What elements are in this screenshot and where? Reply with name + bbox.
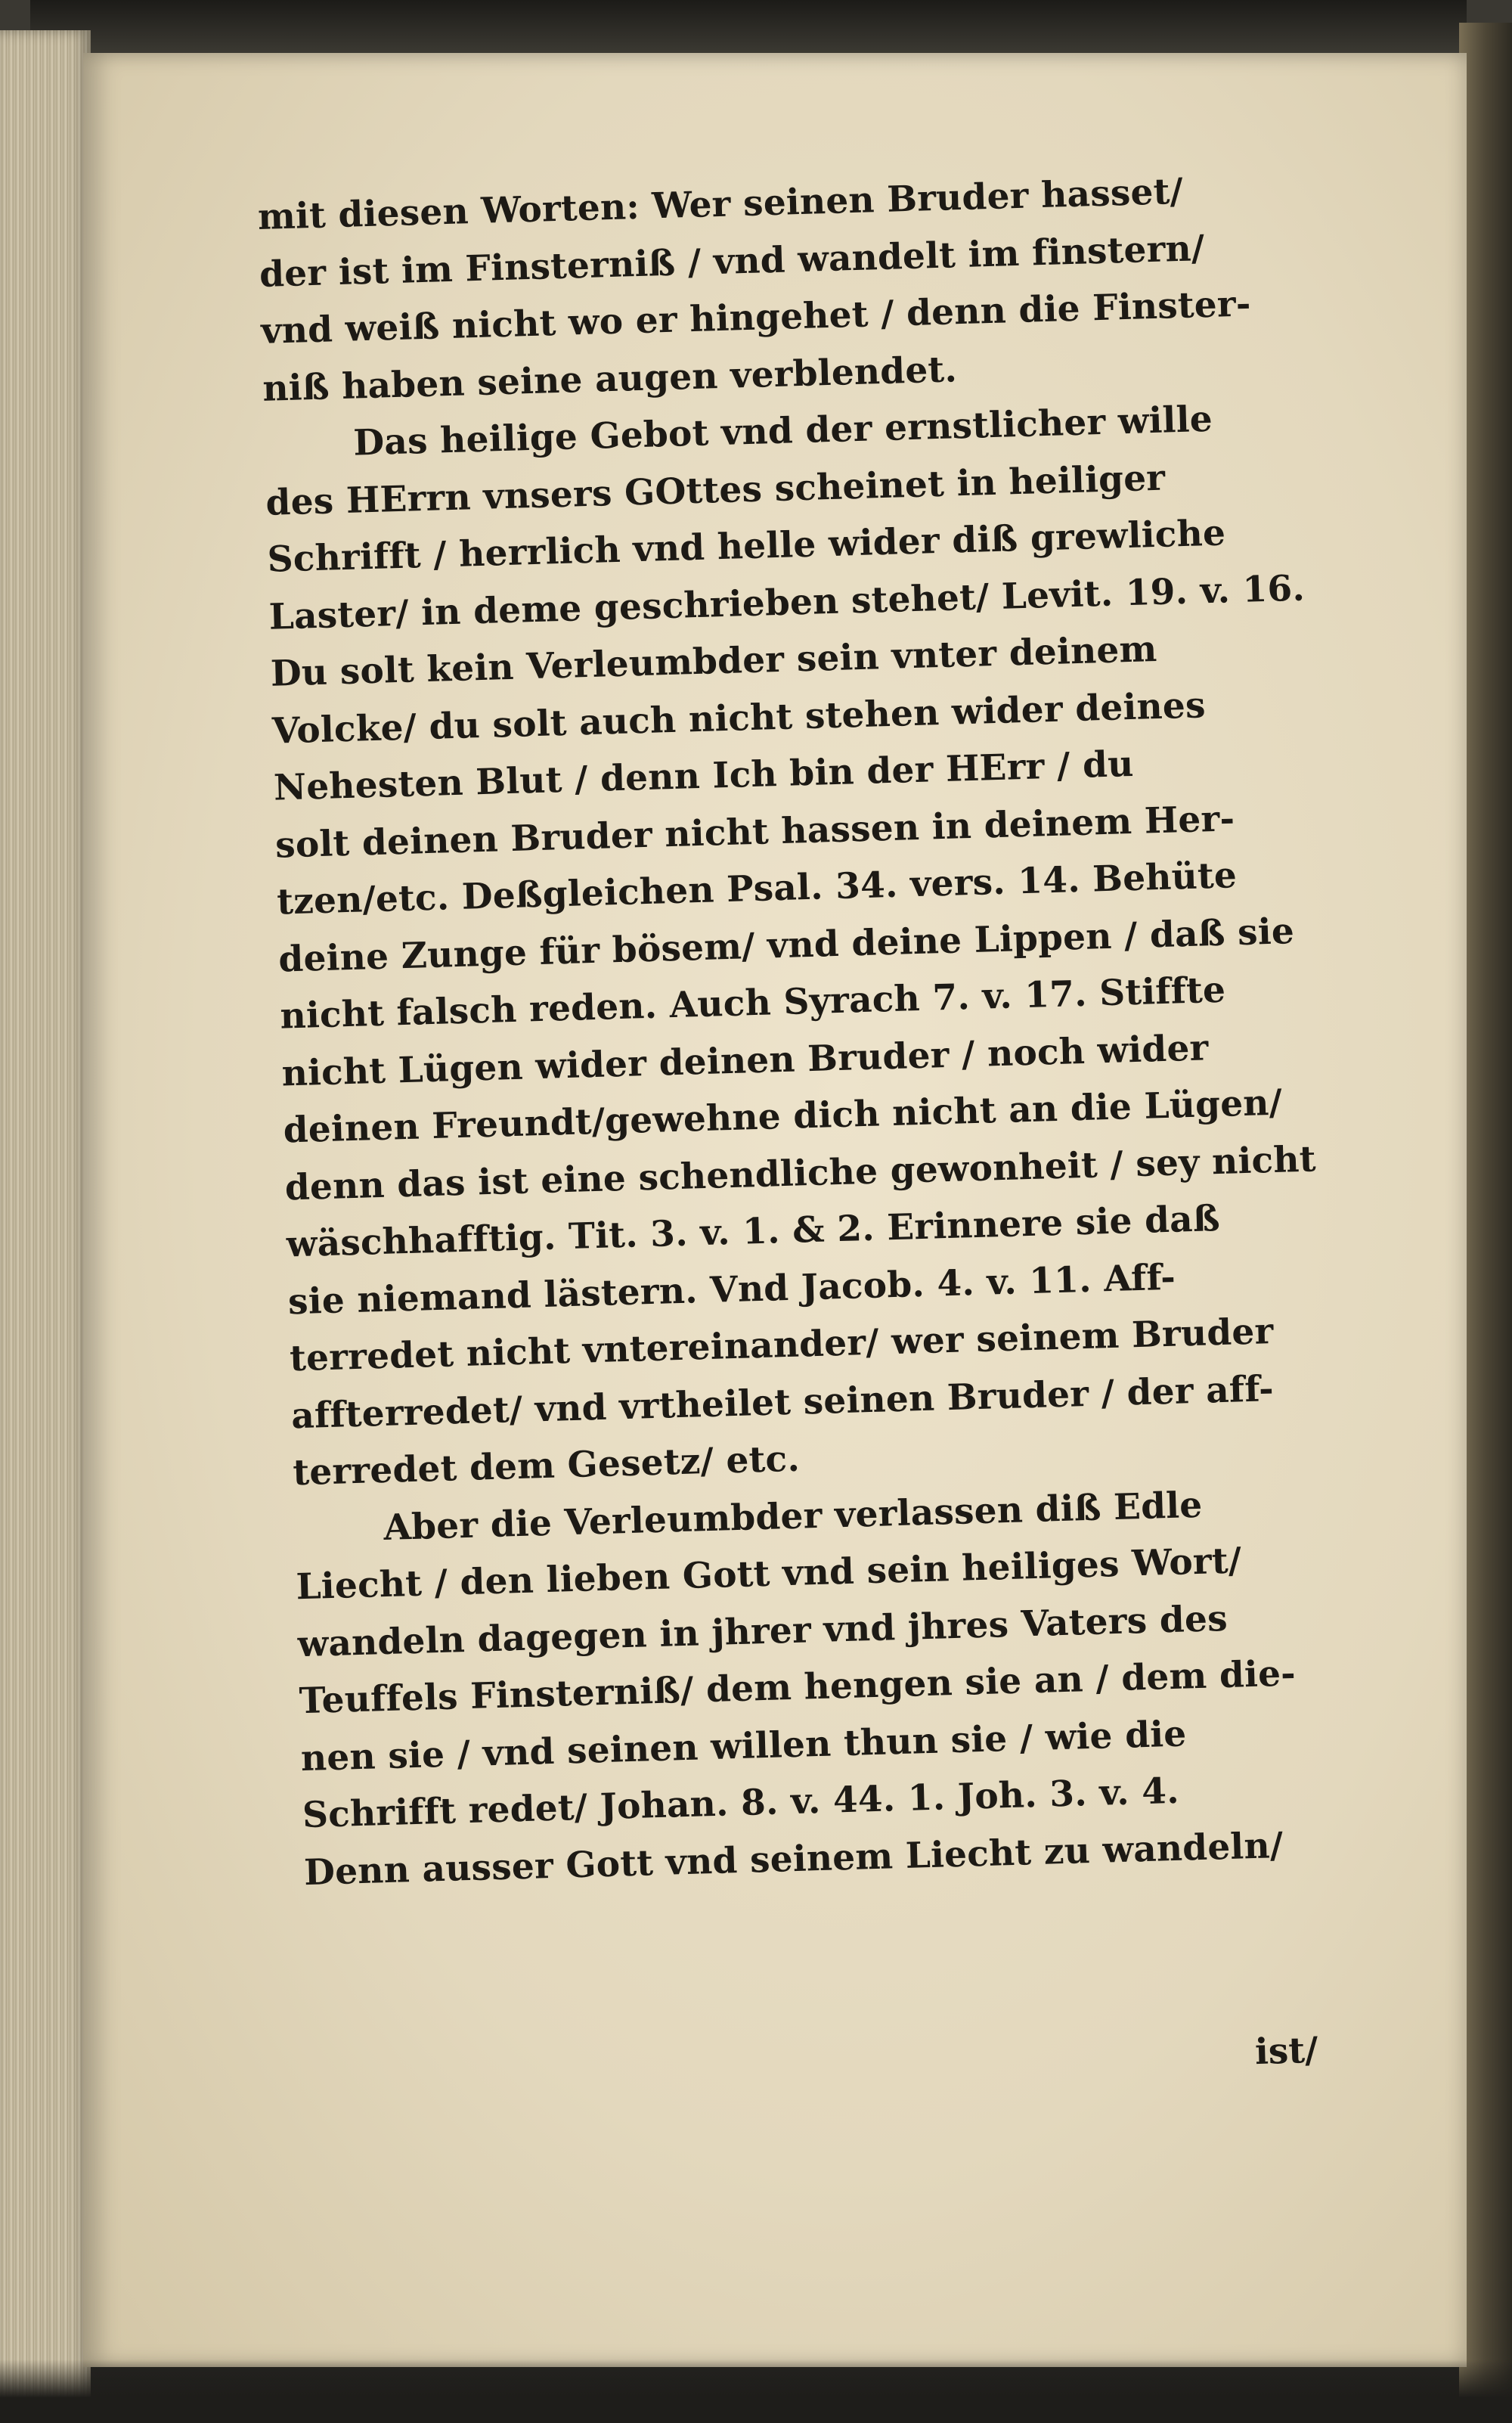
text-line: deinen Freundt/gewehne dich nicht an die Lügen/ xyxy=(283,1081,1283,1152)
text-line: Schrifft redet/ Johan. 8. v. 44. 1. Joh. 3. v. 4. xyxy=(302,1770,1180,1837)
text-line: deine Zunge für bösem/ vnd deine Lippen / daß sie xyxy=(277,910,1295,981)
text-line: terredet nicht vntereinander/ wer seinem Bruder xyxy=(289,1311,1275,1380)
text-line: solt deinen Bruder nicht hassen in deinem Her- xyxy=(274,797,1235,867)
book-page-edges xyxy=(0,30,91,2423)
text-line: vnd weiß nicht wo er hingehet / denn die Finster- xyxy=(260,283,1252,352)
book-bottom-shadow xyxy=(0,2359,1512,2423)
book-cover-top xyxy=(30,0,1467,53)
text-line: terredet dem Gesetz/ etc. xyxy=(292,1438,801,1494)
text-line: denn das ist eine schendliche gewonheit / sey nicht xyxy=(284,1137,1317,1208)
text-line: nicht falsch reden. Auch Syrach 7. v. 17. Stiffte xyxy=(279,969,1226,1038)
text-line: tzen/etc. Deßgleichen Psal. 34. vers. 14. Behüte xyxy=(276,855,1238,923)
text-line: Denn ausser Gott vnd seinem Liecht zu wandeln/ xyxy=(303,1824,1284,1894)
text-line: Liecht / den lieben Gott vnd sein heiliges Wort/ xyxy=(295,1540,1242,1609)
text-line: des HErrn vnsers GOttes scheinet in heiliger xyxy=(265,457,1166,524)
text-line: Aber die Verleumbder verlassen diß Edle xyxy=(383,1484,1204,1549)
text-line: Teuffels Finsterniß/ dem hengen sie an / dem die- xyxy=(299,1652,1297,1723)
page-text xyxy=(257,159,1401,1902)
text-line: Schrifft / herrlich vnd helle wider diß grewliche xyxy=(266,512,1226,581)
text-line: Volcke/ du solt auch nicht stehen wider deines xyxy=(271,684,1207,752)
text-line: mit diesen Worten: Wer seinen Bruder hasset/ xyxy=(257,170,1184,238)
text-line: Das heilige Gebot vnd der ernstlicher wille xyxy=(352,398,1213,464)
text-line: der ist im Finsterniß / vnd wandelt im finstern/ xyxy=(259,227,1205,296)
text-line: nicht Lügen wider deinen Bruder / noch wider xyxy=(280,1026,1210,1095)
text-line: sie niemand lästern. Vnd Jacob. 4. v. 11. Aff- xyxy=(287,1256,1176,1323)
text-line: niß haben seine augen verblendet. xyxy=(262,348,958,410)
text-line: Laster/ in deme geschrieben stehet/ Levit. 19. v. 16. xyxy=(268,567,1306,638)
book-spine-edge xyxy=(1459,23,1512,2423)
text-line: Du solt kein Verleumbder sein vnter deinem xyxy=(270,628,1158,695)
text-line: wäschhafftig. Tit. 3. v. 1. & 2. Erinnere sie daß xyxy=(286,1197,1221,1266)
text-line: affterredet/ vnd vrtheilet seinen Bruder / der aff- xyxy=(290,1367,1275,1437)
text-line: nen sie / vnd seinen willen thun sie / wie die xyxy=(300,1712,1188,1779)
text-line: wandeln dagegen in jhrer vnd jhres Vaters des xyxy=(296,1597,1228,1665)
text-line: Nehesten Blut / denn Ich bin der HErr / du xyxy=(273,743,1135,809)
catchword: ist/ xyxy=(1254,2029,1318,2074)
